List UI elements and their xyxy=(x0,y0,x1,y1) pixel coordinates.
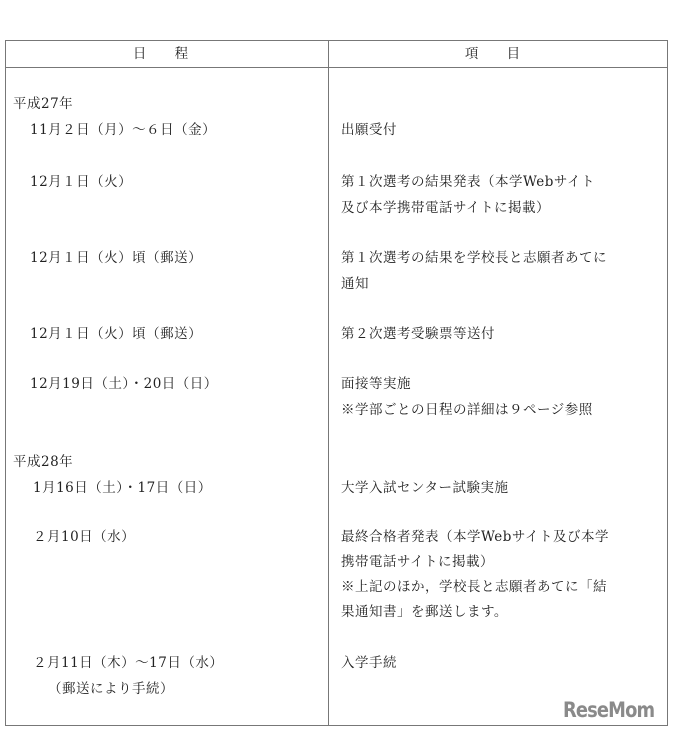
item-cell: 果通知書」を郵送します。 xyxy=(341,604,508,620)
date-cell: 12月１日（火）頃（郵送） xyxy=(30,250,203,266)
header-divider xyxy=(5,67,668,68)
date-cell: 12月19日（土）・20日（日） xyxy=(30,376,218,392)
item-cell: 第１次選考の結果を学校長と志願者あてに xyxy=(341,250,607,266)
item-cell: 携帯電話サイトに掲載） xyxy=(341,554,495,570)
resemom-logo: ReseMom xyxy=(563,698,655,722)
header-schedule: 日 程 xyxy=(132,46,201,62)
item-cell: 大学入試センター試験実施 xyxy=(341,480,509,496)
year-label: 平成27年 xyxy=(13,96,74,112)
item-cell: 第２次選考受験票等送付 xyxy=(341,326,495,342)
column-divider xyxy=(328,40,329,726)
date-cell: 1月16日（土）・17日（日） xyxy=(33,480,212,496)
item-cell: 面接等実施 xyxy=(341,376,411,392)
item-cell: 及び本学携帯電話サイトに掲載） xyxy=(341,200,551,216)
date-cell: （郵送により手続） xyxy=(48,681,174,697)
year-label: 平成28年 xyxy=(13,454,74,470)
date-cell: 12月１日（火） xyxy=(30,174,133,190)
item-cell: 出願受付 xyxy=(341,122,397,138)
item-cell: ※学部ごとの日程の詳細は９ページ参照 xyxy=(341,402,593,418)
item-cell: 最終合格者発表（本学Webサイト及び本学 xyxy=(341,529,609,545)
date-cell: ２月11日（木）～17日（水） xyxy=(33,655,224,671)
date-cell: 11月２日（月）～６日（金） xyxy=(30,122,217,138)
item-cell: 第１次選考の結果発表（本学Webサイト xyxy=(341,174,595,190)
date-cell: ２月10日（水） xyxy=(33,529,136,545)
item-cell: ※上記のほか，学校長と志願者あてに「結 xyxy=(341,579,607,595)
item-cell: 通知 xyxy=(341,276,369,292)
date-cell: 12月１日（火）頃（郵送） xyxy=(30,326,203,342)
header-item: 項 目 xyxy=(464,46,533,62)
item-cell: 入学手続 xyxy=(341,655,397,671)
